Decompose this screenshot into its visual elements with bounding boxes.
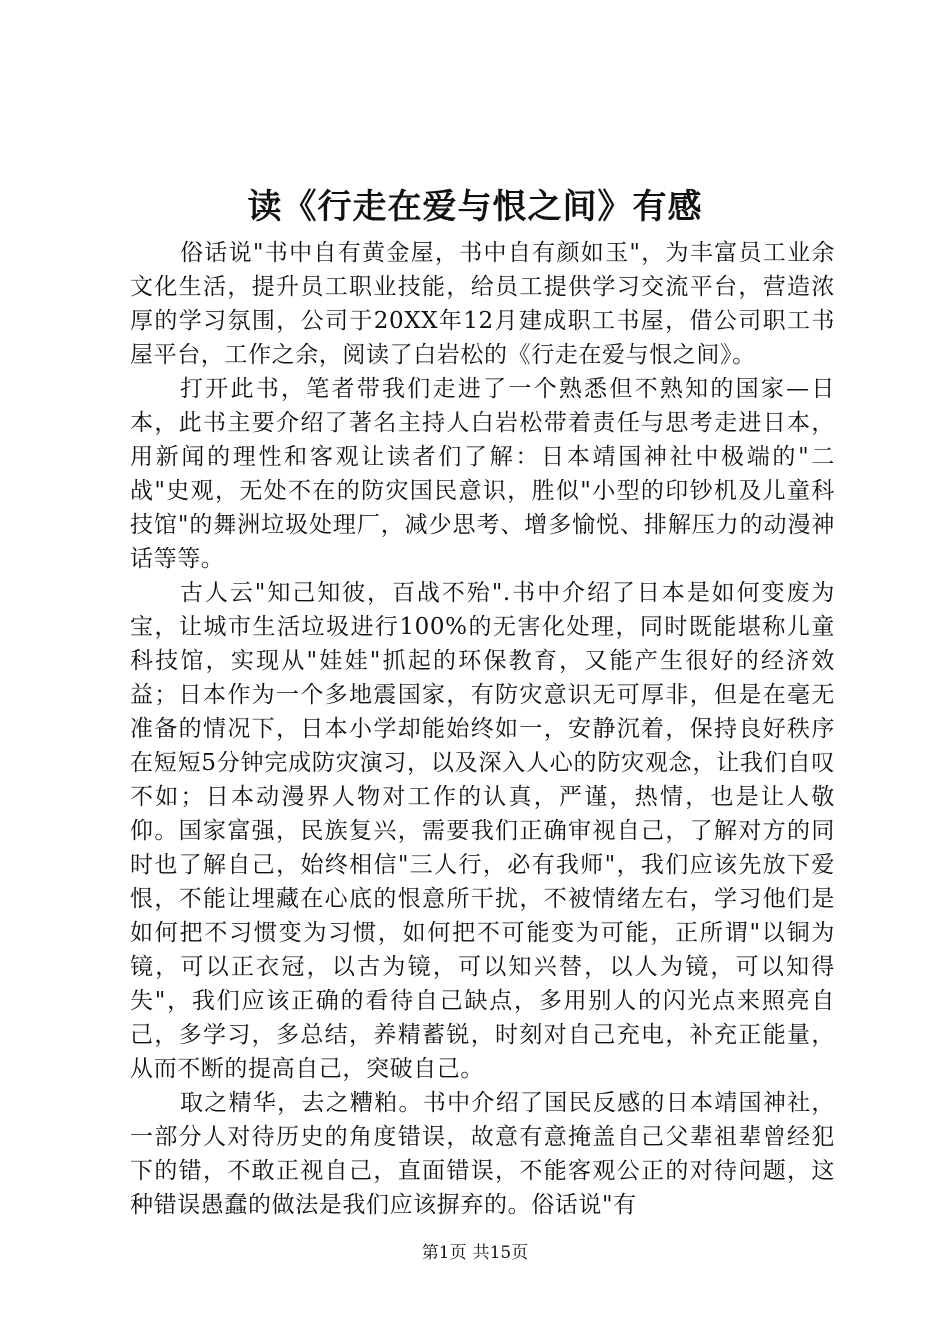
document-body <box>130 236 835 1222</box>
paragraph: 打开此书，笔者带我们走进了一个熟悉但不熟知的国家—日本，此书主要介绍了著名主持人白岩松带着责任与思考走进日本，用新闻的理性和客观让读者们了解：日本靖国神社中极端的"二战"史观，无处不在的防灾国民意识，胜似"小型的印钞机及儿童科技馆"的舞洲垃圾处理厂，减少思考、增多愉悦、排解压力的动漫神话等等。 <box>130 376 835 572</box>
paragraph: 取之精华，去之糟粕。书中介绍了国民反感的日本靖国神社，一部分人对待历史的角度错误，故意有意掩盖自己父辈祖辈曾经犯下的错，不敢正视自己，直面错误，不能客观公正的对待问题，这种错误愚蠢的做法是我们应该摒弃的。俗话说"有 <box>130 1090 835 1218</box>
paragraph: 俗话说"书中自有黄金屋，书中自有颜如玉"，为丰富员工业余文化生活，提升员工职业技能，给员工提供学习交流平台，营造浓厚的学习氛围，公司于20XX年12月建成职工书屋，借公司职工书屋平台，工作之余，阅读了白岩松的《行走在爱与恨之间》。 <box>130 240 835 368</box>
document-title: 读《行走在爱与恨之间》有感 <box>247 187 703 227</box>
page-number: 第1页 <box>421 1243 467 1263</box>
page-footer <box>0 1242 950 1264</box>
page-total: 共15页 <box>472 1243 529 1263</box>
paragraph: 古人云"知己知彼，百战不殆".书中介绍了日本是如何变废为宝，让城市生活垃圾进行100%的无害化处理，同时既能堪称儿童科技馆，实现从"娃娃"抓起的环保教育，又能产生很好的经济效益；日本作为一个多地震国家，有防灾意识无可厚非，但是在毫无准备的情况下，日本小学却能始终如一，安静沉着，保持良好秩序在短短5分钟完成防灾演习，以及深入人心的防灾观念，让我们自叹不如；日本动漫界人物对工作的认真，严谨，热情，也是让人敬仰。国家富强，民族复兴，需要我们正确审视自己，了解对方的同时也了解自己，始终相信"三人行，必有我师"，我们应该先放下爱恨，不能让埋藏在心底的恨意所干扰，不被情绪左右，学习他们是如何把不习惯变为习惯，如何把不可能变为可能，正所谓"以铜为镜，可以正衣冠，以古为镜，可以知兴替，以人为镜，可以知得失"，我们应该正确的看待自己缺点，多用别人的闪光点来照亮自己，多学习，多总结，养精蓄锐，时刻对自己充电，补充正能量，从而不断的提高自己，突破自己。 <box>130 580 835 1082</box>
